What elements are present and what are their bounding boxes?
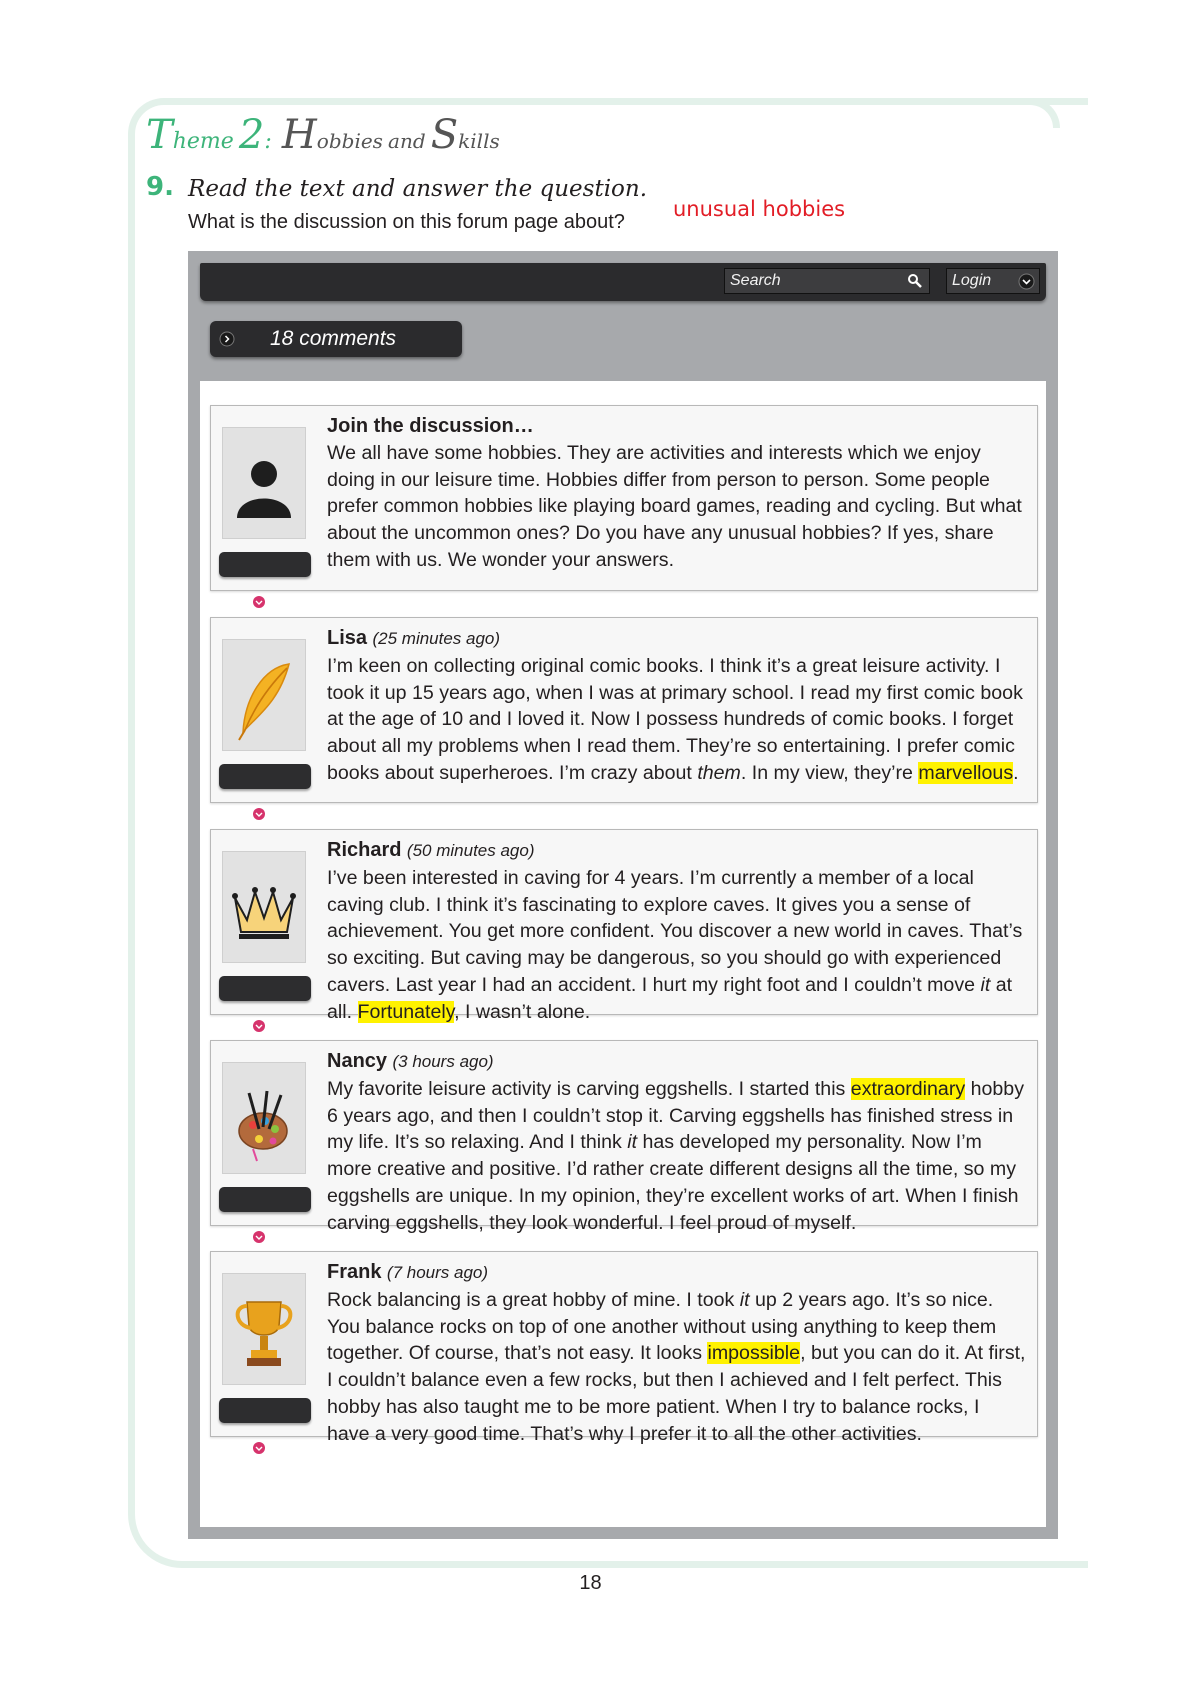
forum-posts-area: [200, 381, 1046, 1527]
forum-page: [188, 251, 1058, 1539]
username-bar[interactable]: [219, 552, 311, 577]
post-body-emphasis: it: [739, 1288, 750, 1311]
chevron-down-icon[interactable]: [1018, 273, 1035, 290]
forum-post: [210, 1040, 1038, 1234]
highlighted-word: Fortunately: [357, 1000, 455, 1023]
post-text: [327, 837, 1027, 1026]
post-body: Rock balancing is a great hobby of mine. I took: [327, 1288, 740, 1311]
post-time: (7 hours ago): [386, 1263, 489, 1282]
post-title: Join the discussion…: [327, 415, 534, 437]
expand-dot-icon[interactable]: [252, 1019, 266, 1033]
post-body: . In my view, they’re: [740, 761, 919, 784]
username-bar[interactable]: [219, 1398, 311, 1423]
forum-post: [210, 829, 1038, 1023]
title-letter-H: H: [281, 112, 317, 158]
post-body: I’m keen on collecting original comic books. I think it’s a great leisure activity. I took it up 15 years ago, when I was at primary school. I read my first comic book at the age of 10 and I loved it. Now I possess hundreds of comic books. I forget about all my problems when I read them. They’re so entertaining. I prefer comic books about superheroes. I’m crazy about: [327, 654, 1023, 784]
post-body: at all.: [327, 973, 1013, 1023]
theme-colon: :: [264, 129, 272, 154]
post-body: , I wasn’t alone.: [454, 1000, 591, 1023]
expand-dot-icon[interactable]: [252, 1230, 266, 1244]
post-time: (25 minutes ago): [372, 629, 501, 648]
title-word-and: and: [388, 129, 426, 153]
title-letter-S: S: [430, 112, 459, 158]
post-body: has developed my personality. Now I’m more creative and positive. I’d rather create different designs all the time, so my eggshells are unique. In my opinion, they’re excellent works of art. When I finish carving eggshells, they look wonderful. I feel proud of myself.: [327, 1131, 1019, 1234]
highlighted-word: impossible: [707, 1342, 801, 1365]
post-time: (50 minutes ago): [406, 841, 535, 860]
username-bar[interactable]: [219, 976, 311, 1001]
post-body-emphasis: it: [980, 973, 991, 996]
avatar: [222, 1062, 306, 1174]
comments-count-label: 18 comments: [270, 327, 397, 350]
post-body-emphasis: them: [697, 761, 741, 784]
post-body: I’ve been interested in caving for 4 years. I’m currently a member of a local caving club. I think it’s fascinating to explore caves. It gives you a sense of achievement. You get more confident. You discover a new world in caves. That’s so exciting. But caving may be dangerous, so you should go with experienced cavers. Last year I had an accident. I hurt my right foot and I couldn’t move: [327, 866, 1023, 996]
question-instruction: Read the text and answer the question.: [188, 176, 648, 202]
theme-letter-T: T: [146, 112, 173, 158]
post-author: Lisa: [327, 627, 368, 649]
forum-top-bar: [200, 263, 1046, 301]
expand-dot-icon[interactable]: [252, 1441, 266, 1455]
avatar: [222, 851, 306, 963]
post-text: [327, 413, 1027, 574]
login-label: Login: [952, 272, 992, 289]
comments-button[interactable]: [210, 321, 462, 357]
post-text: [327, 1048, 1027, 1237]
post-time: (3 hours ago): [392, 1052, 494, 1071]
login-dropdown[interactable]: [946, 268, 1040, 294]
title-word-obbies: obbies: [316, 129, 383, 153]
post-text: [327, 625, 1027, 787]
search-label: Search: [730, 272, 781, 289]
post-author: Nancy: [327, 1050, 388, 1072]
username-bar[interactable]: [219, 764, 311, 789]
expand-dot-icon[interactable]: [252, 595, 266, 609]
page-number: 18: [579, 1572, 602, 1594]
title-word-kills: kills: [458, 129, 500, 153]
post-body: , but you can do it. At first, I couldn’t balance even a few rocks, but then I achieved and I felt perfect. This hobby has also taught me to be more patient. When I try to balance rocks, I have a very good time. That’s why I prefer it to all the other activities.: [327, 1342, 1026, 1445]
search-input[interactable]: [724, 268, 930, 294]
post-text: [327, 1259, 1027, 1448]
post-body: .: [1013, 761, 1019, 784]
search-icon[interactable]: [907, 273, 923, 289]
post-body: We all have some hobbies. They are activities and interests which we enjoy doing in our leisure time. Hobbies differ from person to person. Some people prefer common hobbies like playing board games, reading and cycling. But what about the uncommon ones? Do you have any unusual hobbies? If yes, share them with us. We wonder your answers.: [327, 441, 1022, 571]
handwritten-answer: unusual hobbies: [673, 197, 846, 221]
theme-title: [146, 112, 500, 158]
forum-post: [210, 617, 1038, 803]
forum-post: [210, 405, 1038, 591]
trophy-icon: [223, 1274, 305, 1384]
post-body-emphasis: it: [627, 1131, 638, 1154]
crown-icon: [223, 852, 305, 962]
chevron-right-icon: [219, 331, 235, 347]
avatar: [222, 639, 306, 751]
highlighted-word: extraordinary: [850, 1077, 966, 1100]
theme-number: 2: [238, 112, 265, 158]
expand-dot-icon[interactable]: [252, 807, 266, 821]
username-bar[interactable]: [219, 1187, 311, 1212]
avatar: [222, 427, 306, 539]
post-body: My favorite leisure activity is carving eggshells. I started this: [327, 1077, 851, 1100]
palette-icon: [223, 1063, 305, 1173]
avatar: [222, 1273, 306, 1385]
person-silhouette-icon: [223, 428, 305, 538]
post-body: hobby 6 years ago, and then I couldn’t stop it. Carving eggshells has finished stress in my life. It’s so relaxing. And I think: [327, 1077, 1024, 1154]
post-body: up 2 years ago. It’s so nice. You balance rocks on top of one another without using anything to keep them together. Of course, that’s not easy. It looks: [327, 1288, 997, 1365]
question-text: What is the discussion on this forum page about?: [188, 211, 625, 233]
forum-post: [210, 1251, 1038, 1445]
post-author: Frank: [327, 1261, 382, 1283]
theme-word-rest: heme: [172, 129, 234, 154]
post-author: Richard: [327, 839, 402, 861]
question-number: 9.: [146, 172, 174, 202]
feather-icon: [223, 640, 305, 750]
highlighted-word: marvellous: [918, 761, 1014, 784]
